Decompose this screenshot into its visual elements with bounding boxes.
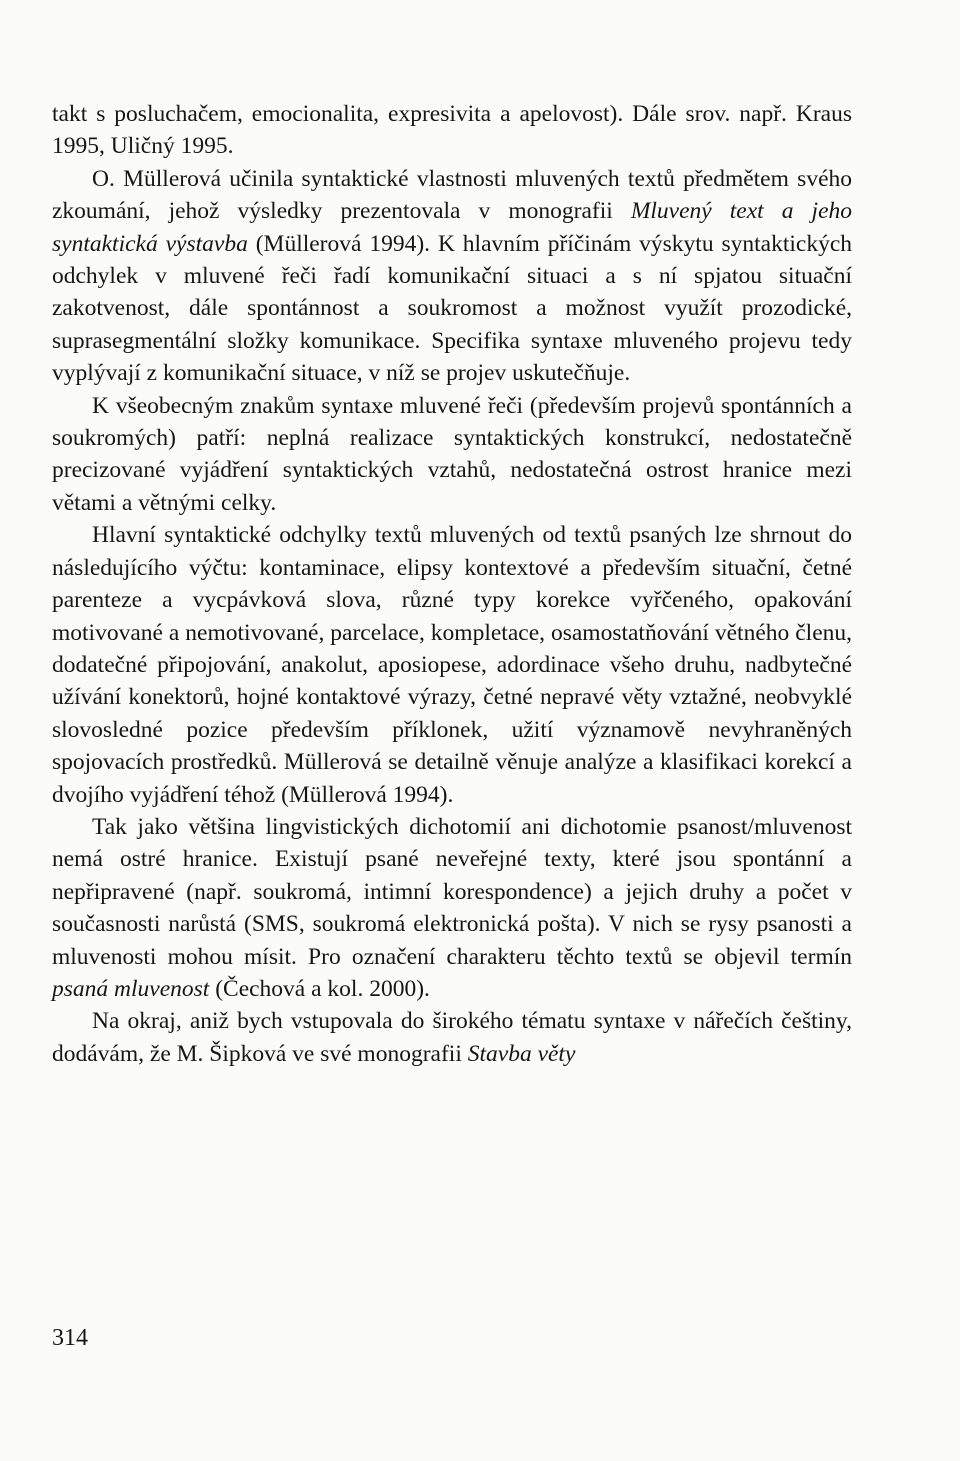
text-run: takt s posluchačem, emocionalita, expresivita a apelovost). Dále srov. např. Kraus 1995, Uličný 1995. bbox=[52, 101, 852, 160]
paragraph-1 bbox=[52, 98, 852, 163]
body-text bbox=[52, 98, 852, 1070]
text-run: Tak jako většina lingvistických dichotomií ani dichotomie psanost/mluvenost nemá ostré hranice. Existují psané neveřejné texty, které jsou spontánní a nepřipravené (např. soukromá, intimní korespondence) a jejich druhy a počet v současnosti narůstá (SMS, soukromá elektronická pošta). V nich se rysy psanosti a mluvenosti mohou mísit. Pro označení charakteru těchto textů se objevil termín bbox=[52, 813, 852, 970]
page-number: 314 bbox=[52, 1325, 88, 1351]
text-run: O. Müllerová učinila syntaktické vlastnosti mluvených textů předmětem svého zkoumání, jehož výsledky prezentovala v monografii bbox=[52, 165, 852, 225]
paragraph-4 bbox=[52, 519, 852, 811]
text-run: (Čechová a kol. 2000). bbox=[209, 975, 430, 1002]
italic-title: Stavba věty bbox=[467, 1040, 576, 1067]
paragraph-5 bbox=[52, 811, 852, 1005]
paragraph-3 bbox=[52, 390, 852, 520]
italic-term: psaná mluvenost bbox=[52, 975, 210, 1002]
text-run: (Müllerová 1994). K hlavním příčinám výskytu syntaktických odchylek v mluvené řeči řadí komunikační situaci a s ní spjatou situační zakotvenost, dále spontánnost a soukromost a možnost využít prozodické, suprasegmentální složky komunikace. Specifika syntaxe mluveného projevu tedy vyplývají z komunikační situace, v níž se projev uskutečňuje. bbox=[52, 230, 852, 387]
paragraph-6 bbox=[52, 1005, 852, 1070]
text-run: K všeobecným znakům syntaxe mluvené řeči (především projevů spontánních a soukromých) patří: neplná realizace syntaktických konstrukcí, nedostatečně precizované vyjádření syntaktických vztahů, nedostatečná ostrost hranice mezi větami a větnými celky. bbox=[52, 392, 852, 516]
text-run: Na okraj, aniž bych vstupovala do širokého tématu syntaxe v nářečích češtiny, dodávám, že M. Šipková ve své monografii bbox=[52, 1008, 852, 1067]
paragraph-2 bbox=[52, 163, 852, 390]
text-run: Hlavní syntaktické odchylky textů mluvených od textů psaných lze shrnout do následujícího výčtu: kontaminace, elipsy kontextové a především situační, četné parenteze a vycpávková slova, různé typy korekce vyřčeného, opakování motivované a nemotivované, parcelace, kompletace, osamostatňování větného členu, dodatečné připojování, anakolut, aposiopese, adordinace všeho druhu, nadbytečné užívání konektorů, hojné kontaktové výrazy, četné nepravé věty vztažné, neobvyklé slovosledné pozice především příklonek, užití významově nevyhraněných spojovacích prostředků. Müllerová se detailně věnuje analýze a klasifikaci korekcí a dvojího vyjádření téhož (Müllerová 1994). bbox=[52, 522, 852, 808]
italic-title: Mluvený text a jeho syntaktická výstavba bbox=[52, 198, 852, 257]
